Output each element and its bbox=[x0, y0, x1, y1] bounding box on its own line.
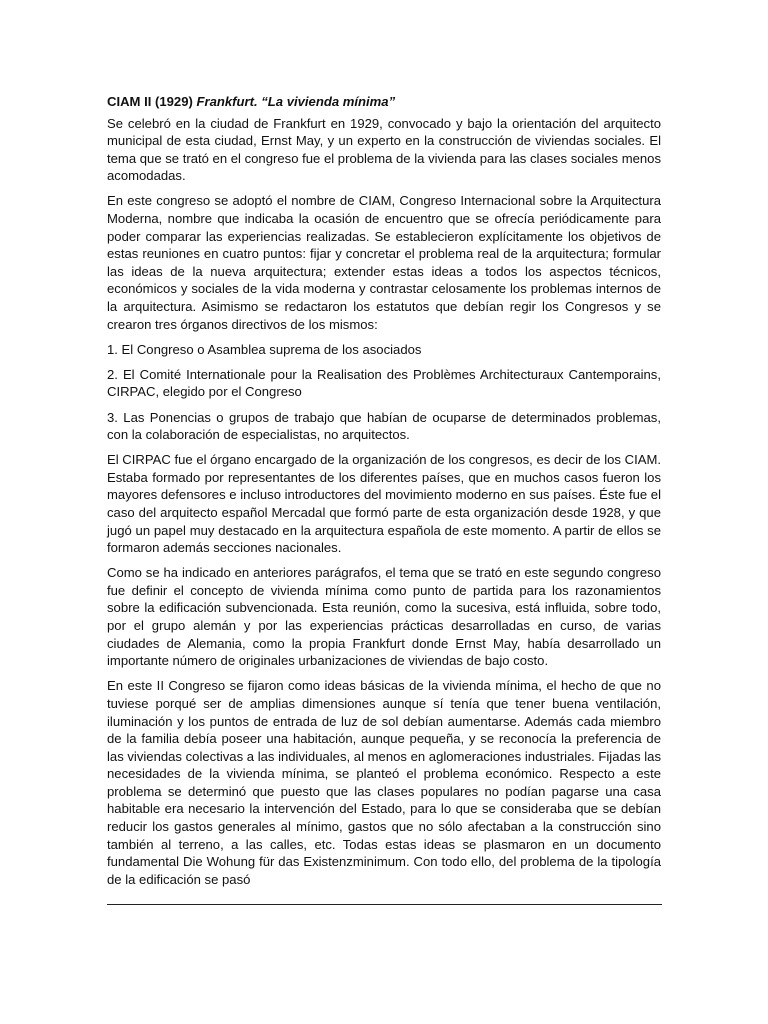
paragraph-ideas-basicas: En este II Congreso se fijaron como ideas básicas de la vivienda mínima, el hecho de que no tuviese porqué ser de amplias dimensiones aunque sí tenía que tener buena ventilación, iluminación y los puntos de entrada de luz de sol debían aumentarse. Además cada miembro de la familia debía poseer una habitación, aunque pequeña, y se reconocía la preferencia de las viviendas colectivas a las individuales, al menos en aglomeraciones industriales. Fijadas las necesidades de la vivienda mínima, se planteó el problema económico. Respecto a este problema se determinó que puesto que las clases populares no podían pagarse una casa habitable era necesario la intervención del Estado, para lo que se consideraba que se debían reducir los gastos generales al mínimo, gastos que no sólo afectaban a la construcción sino también al terreno, a las calles, etc. Todas estas ideas se plasmaron en un documento fundamental Die Wohung für das Existenzminimum. Con todo ello, del problema de la tipología de la edificación se pasó bbox=[107, 678, 661, 887]
paragraph-ciam-name: En este congreso se adoptó el nombre de CIAM, Congreso Internacional sobre la Arquitectura Moderna, nombre que indicaba la ocasión de encuentro que se ofrecía periódicamente para poder comparar las experiencias realizadas. Se establecieron explícitamente los objetivos de estas reuniones en cuatro puntos: fijar y concretar el problema real de la arquitectura; formular las ideas de la nueva arquitectura; extender estas ideas a todos los aspectos técnicos, económicos y sociales de la vida moderna y contrastar celosamente los problemas internos de la arquitectura. Asimismo se redactaron los estatutos que debían regir los Congresos y se crearon tres órganos directivos de los mismos: bbox=[107, 193, 661, 332]
list-item-congreso: 1. El Congreso o Asamblea suprema de los asociados bbox=[107, 341, 422, 357]
list-item-cirpac: 2. El Comité Internationale pour la Realisation des Problèmes Architecturaux Cantemporains, CIRPAC, elegido por el Congreso bbox=[107, 366, 661, 400]
section-title-prefix: CIAM II (1929) bbox=[107, 94, 197, 109]
document-body bbox=[107, 93, 661, 896]
paragraph-vivienda-minima: Como se ha indicado en anteriores parágrafos, el tema que se trató en este segundo congreso fue definir el concepto de vivienda mínima como punto de partida para los razonamientos sobre la edificación subvencionada. Esta reunión, como la sucesiva, está influida, sobre todo, por el grupo alemán y por las experiencias prácticas desarrolladas en curso, de varias ciudades de Alemania, como la propia Frankfurt donde Ernst May, había desarrollado un importante número de originales urbanizaciones de viviendas de bajo costo. bbox=[107, 565, 661, 669]
list-item-ponencias: 3. Las Ponencias o grupos de trabajo que habían de ocuparse de determinados problemas, con la colaboración de especialistas, no arquitectos. bbox=[107, 409, 661, 443]
section-title-italic: Frankfurt. “La vivienda mínima” bbox=[196, 94, 396, 109]
section-title bbox=[107, 93, 661, 111]
paragraph-cirpac: El CIRPAC fue el órgano encargado de la organización de los congresos, es decir de los CIAM. Estaba formado por representantes de los diferentes países, que en muchos casos fueron los mayores defensores e incluso introductores del movimiento moderno en sus países. Éste fue el caso del arquitecto español Mercadal que formó parte de esta organización desde 1928, y que jugó un papel muy destacado en la arquitectura española de este momento. A partir de ellos se formaron además secciones nacionales. bbox=[107, 452, 661, 556]
paragraph-intro: Se celebró en la ciudad de Frankfurt en 1929, convocado y bajo la orientación del arquitecto municipal de esta ciudad, Ernst May, y un experto en la construcción de viviendas sociales. El tema que se trató en el congreso fue el problema de la vivienda para las clases sociales menos acomodadas. bbox=[107, 115, 661, 184]
footer-divider bbox=[107, 904, 662, 905]
